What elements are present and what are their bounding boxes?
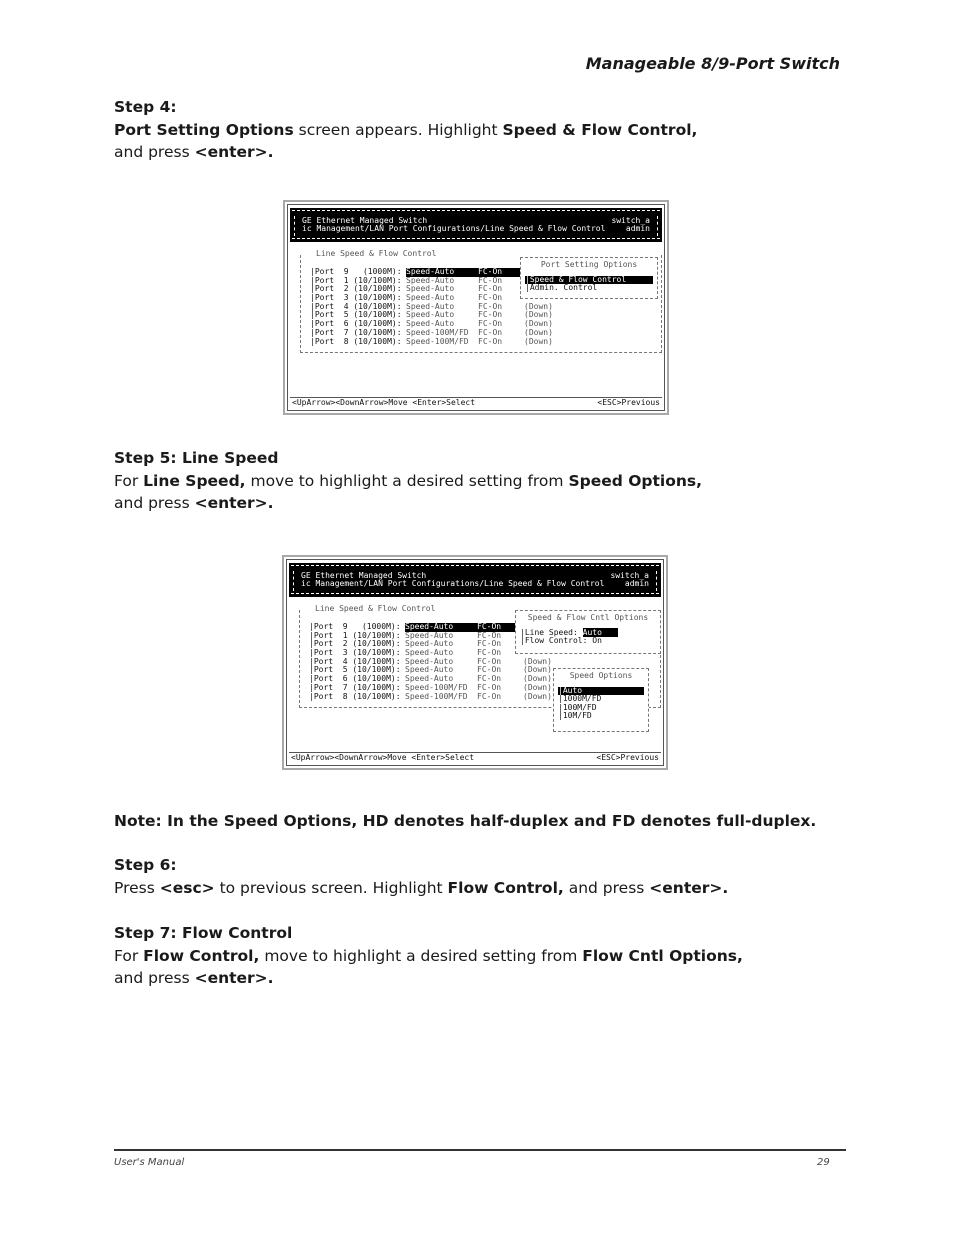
step4-block: [114, 96, 697, 164]
terminal-screen: [286, 559, 664, 766]
terminal-screen: [287, 204, 665, 411]
fc-value: FC-On: [477, 648, 502, 658]
port-setting-options-popup: [520, 257, 658, 299]
text: For: [114, 471, 144, 490]
speed-value: Speed-100M/FD: [406, 327, 469, 337]
speed-value: Speed-100M/FD: [406, 336, 469, 346]
speed-value: Speed-Auto: [405, 639, 454, 649]
port-state: (Down): [524, 301, 553, 311]
speed-value: Speed-100M/FD: [405, 682, 468, 692]
menu-item-speed-flow[interactable]: |Speed & Flow Control: [525, 276, 653, 285]
fc-value: FC-On: [478, 275, 503, 285]
port-label: |Port 8 (10/100M):: [309, 691, 401, 701]
line-speed-label: |Line Speed:: [520, 627, 583, 637]
port-label: |Port 8 (10/100M):: [310, 336, 402, 346]
speed-value: Speed-Auto: [405, 674, 454, 684]
speed-value: Speed-Auto: [406, 319, 455, 329]
port-list: [310, 268, 553, 346]
terminal-user: admin: [624, 579, 649, 588]
terminal-screenshot-2: [282, 555, 668, 770]
port-label: |Port 6 (10/100M):: [310, 319, 402, 329]
port-label: |Port 3 (10/100M):: [309, 648, 401, 658]
fc-value: FC-On: [477, 682, 502, 692]
footer-hint-right: <ESC>Previous: [596, 753, 659, 762]
step6-heading: Step 6:: [114, 856, 177, 874]
bold-text: Flow Control,: [143, 946, 260, 965]
text: screen appears. Highlight: [293, 120, 503, 139]
port-state: (Down): [523, 656, 552, 666]
port-label: |Port 1 (10/100M):: [310, 275, 402, 285]
fc-value: FC-On: [477, 623, 523, 632]
port-state: (Down): [524, 310, 553, 320]
speed-options-popup: [553, 668, 649, 732]
line-speed-box-label: Line Speed & Flow Control: [316, 249, 437, 258]
terminal-hostname: switch_a: [610, 571, 649, 580]
speed-value: Speed-Auto: [405, 623, 477, 632]
speed-value: Speed-Auto: [405, 648, 454, 658]
port-state: (Down): [523, 682, 552, 692]
step4-heading: Step 4:: [114, 98, 177, 116]
fc-value: FC-On: [477, 630, 502, 640]
terminal-breadcrumb: ic Management/LAN Port Configurations/Line Speed & Flow Control: [301, 579, 605, 588]
bold-text: <enter>.: [649, 878, 729, 897]
fc-value: FC-On: [478, 301, 503, 311]
port-label: |Port 1 (10/100M):: [309, 630, 401, 640]
speed-value: Speed-Auto: [406, 284, 455, 294]
speed-value: Speed-Auto: [405, 665, 454, 675]
bold-text: Line Speed,: [143, 471, 246, 490]
port-state: (Down): [523, 691, 552, 701]
footer-manual-label: User's Manual: [114, 1157, 185, 1168]
fc-value: FC-On: [477, 656, 502, 666]
step7-heading: Step 7: Flow Control: [114, 924, 293, 942]
fc-value: FC-On: [478, 310, 503, 320]
port-label: |Port 5 (10/100M):: [310, 310, 402, 320]
page-header-title: Manageable 8/9-Port Switch: [585, 54, 840, 73]
bold-text: Port Setting Options: [114, 120, 294, 139]
port-row[interactable]: [309, 693, 552, 702]
footer-hint-left: <UpArrow><DownArrow>Move <Enter>Select: [292, 398, 476, 407]
step7-block: [114, 922, 743, 990]
port-label: |Port 4 (10/100M):: [309, 656, 401, 666]
terminal-breadcrumb: ic Management/LAN Port Configurations/Line Speed & Flow Control: [302, 224, 606, 233]
terminal-title: GE Ethernet Managed Switch: [302, 216, 428, 225]
terminal-user: admin: [625, 224, 650, 233]
bold-text: Flow Control,: [447, 878, 564, 897]
port-state: (Down): [523, 674, 552, 684]
port-label: |Port 5 (10/100M):: [309, 665, 401, 675]
port-label: |Port 2 (10/100M):: [310, 284, 402, 294]
speed-flow-cntl-options-popup: [515, 610, 661, 654]
step6-line1: [114, 877, 728, 900]
text: and press: [114, 143, 195, 161]
fc-value: FC-On: [478, 327, 503, 337]
speed-value: Speed-Auto: [406, 310, 455, 320]
menu-item-admin-control[interactable]: |Admin. Control: [525, 283, 598, 293]
popup-title: Speed & Flow Cntl Options: [527, 613, 649, 622]
footer-hint-right: <ESC>Previous: [597, 398, 660, 407]
fc-value: FC-On: [477, 691, 502, 701]
fc-value: FC-On: [478, 284, 503, 294]
terminal-hostname: switch_a: [611, 216, 650, 225]
port-label: |Port 9 (1000M):: [309, 622, 401, 631]
line-speed-box-label: Line Speed & Flow Control: [315, 604, 436, 613]
text: Press: [114, 878, 160, 897]
port-label: |Port 4 (10/100M):: [310, 301, 402, 311]
terminal-title: GE Ethernet Managed Switch: [301, 571, 427, 580]
footer-hint-left: <UpArrow><DownArrow>Move <Enter>Select: [291, 753, 475, 762]
bold-text: <esc>: [159, 878, 215, 897]
port-state: (Down): [524, 327, 553, 337]
step7-line1: [114, 945, 743, 968]
bold-text: Speed & Flow Control,: [502, 120, 698, 139]
terminal-footer: [290, 397, 662, 408]
fc-value: FC-On: [478, 268, 524, 277]
speed-value: Speed-Auto: [406, 301, 455, 311]
note-text: Note: In the Speed Options, HD denotes half-duplex and FD denotes full-duplex.: [114, 812, 817, 830]
step5-block: [114, 447, 702, 515]
port-label: |Port 2 (10/100M):: [309, 639, 401, 649]
step7-line2: [114, 967, 743, 990]
port-label: |Port 7 (10/100M):: [310, 327, 402, 337]
fc-value: FC-On: [477, 639, 502, 649]
flow-control-setting[interactable]: |Flow Control: On: [520, 636, 602, 646]
port-state: (Down): [524, 336, 553, 346]
popup-title: Speed Options: [569, 671, 633, 680]
fc-value: FC-On: [478, 319, 503, 329]
line-speed-value[interactable]: Auto: [583, 628, 618, 637]
fc-value: FC-On: [478, 293, 503, 303]
speed-value: Speed-Auto: [405, 656, 454, 666]
step5-line1: [114, 470, 702, 493]
bold-text: Flow Cntl Options,: [582, 946, 743, 965]
bold-text: <enter>.: [194, 969, 274, 987]
step5-line2: [114, 492, 702, 515]
bold-text: Speed Options,: [568, 471, 703, 490]
port-label: |Port 9 (1000M):: [310, 267, 402, 276]
terminal-footer: [289, 752, 661, 763]
port-label: |Port 6 (10/100M):: [309, 674, 401, 684]
text: and press: [563, 878, 650, 897]
fc-value: FC-On: [478, 336, 503, 346]
port-row[interactable]: [310, 338, 553, 347]
port-label: |Port 7 (10/100M):: [309, 682, 401, 692]
speed-value: Speed-100M/FD: [405, 691, 468, 701]
bold-text: <enter>.: [194, 143, 274, 161]
step5-heading: Step 5: Line Speed: [114, 449, 279, 467]
step6-block: [114, 854, 728, 899]
fc-value: FC-On: [477, 674, 502, 684]
text: move to highlight a desired setting from: [259, 946, 583, 965]
footer-divider: [114, 1149, 846, 1151]
speed-option-10m-fd[interactable]: |10M/FD: [558, 711, 592, 721]
speed-option-1000m-fd[interactable]: |1000M/FD: [558, 694, 602, 704]
text: to previous screen. Highlight: [214, 878, 448, 897]
text: and press: [114, 969, 195, 987]
speed-value: Speed-Auto: [405, 630, 454, 640]
speed-value: Speed-Auto: [406, 275, 455, 285]
speed-option-auto[interactable]: |Auto: [558, 687, 644, 696]
page-number: 29: [817, 1157, 830, 1168]
step4-line2: [114, 141, 697, 164]
speed-value: Speed-Auto: [406, 293, 455, 303]
popup-title: Port Setting Options: [540, 260, 638, 269]
text: and press: [114, 494, 195, 512]
port-state: (Down): [523, 665, 552, 675]
terminal-header: [289, 563, 661, 597]
fc-value: FC-On: [477, 665, 502, 675]
text: move to highlight a desired setting from: [245, 471, 569, 490]
speed-option-100m-fd[interactable]: |100M/FD: [558, 702, 597, 712]
port-state: (Down): [524, 319, 553, 329]
port-label: |Port 3 (10/100M):: [310, 293, 402, 303]
text: For: [114, 946, 144, 965]
bold-text: <enter>.: [194, 494, 274, 512]
terminal-header: [290, 208, 662, 242]
speed-value: Speed-Auto: [406, 268, 478, 277]
step4-line1: [114, 119, 697, 142]
terminal-screenshot-1: [283, 200, 669, 415]
